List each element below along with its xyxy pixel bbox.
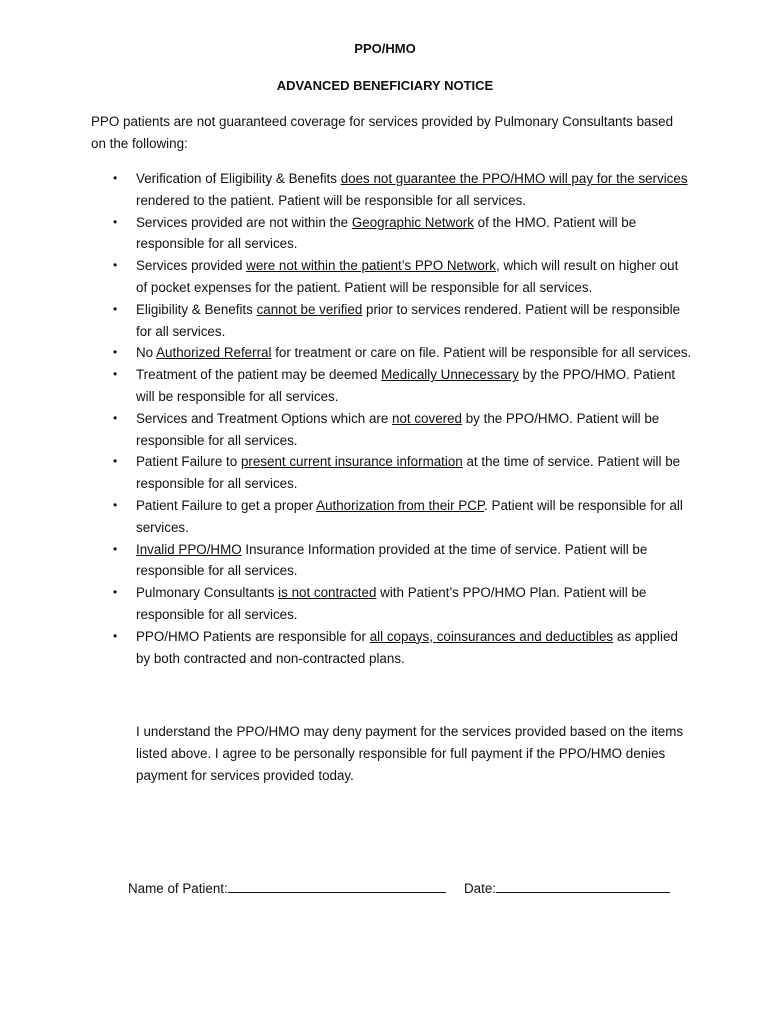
bullet-icon: • — [113, 541, 118, 556]
bullet-icon: • — [113, 585, 118, 600]
item-text: prior to services rendered. Patient will be responsible for all services. — [136, 301, 681, 339]
item-text: Services provided are not within the — [136, 214, 352, 230]
item-underlined-text: Geographic Network — [351, 214, 474, 230]
bullet-icon: • — [113, 345, 118, 360]
item-text: Patient Failure to — [136, 454, 241, 470]
item-underlined-text: does not guarantee the PPO/HMO will pay for the services — [340, 171, 688, 186]
list-item — [113, 495, 693, 539]
bullet-icon: • — [113, 214, 118, 229]
bullet-icon: • — [113, 410, 118, 425]
bullet-icon: • — [113, 367, 118, 382]
acknowledgement-statement: I understand the PPO/HMO may deny payment for the services provided based on the items listed above. I agree to be personally responsible for full payment if the PPO/HMO denies payment for services provided today. — [136, 724, 684, 783]
item-text: Services provided — [136, 258, 247, 274]
item-underlined-text: present current insurance information — [240, 454, 463, 470]
bullet-icon: • — [113, 258, 118, 273]
item-text: Patient Failure to get a proper — [136, 497, 317, 513]
document-title: PPO/HMO — [354, 41, 416, 56]
list-item — [113, 212, 693, 256]
item-text: by the PPO/HMO. Patient will be responsible for all services. — [136, 410, 660, 448]
bullet-icon: • — [113, 628, 118, 643]
date-label: Date: — [464, 881, 497, 896]
list-item — [113, 364, 693, 408]
date-line — [464, 878, 670, 900]
item-text: with Patient’s PPO/HMO Plan. Patient will be responsible for all services. — [136, 585, 647, 622]
patient-name-line — [128, 878, 446, 900]
item-text: PPO/HMO Patients are responsible for — [136, 628, 370, 644]
item-underlined-text: Medically Unnecessary — [381, 367, 519, 383]
bullet-icon: • — [113, 301, 118, 316]
list-item — [113, 539, 693, 583]
document-subtitle: ADVANCED BENEFICIARY NOTICE — [276, 78, 494, 93]
item-text: at the time of service. Patient will be responsible for all services. — [136, 454, 681, 492]
bullet-icon: • — [113, 497, 118, 512]
list-item — [113, 582, 693, 626]
item-text: , which will result on higher out of pocket expenses for the patient. Patient will be responsible for all services. — [136, 258, 679, 295]
intro-paragraph: PPO patients are not guaranteed coverage for services provided by Pulmonary Consultants based on the following: — [91, 114, 674, 151]
list-item — [113, 408, 693, 452]
item-underlined-text: Authorized Referral — [156, 345, 272, 361]
item-text: . Patient will be responsible for all services. — [136, 497, 683, 535]
bullet-icon: • — [113, 454, 118, 469]
item-text: as applied by both contracted and non-contracted plans. — [136, 628, 678, 666]
item-text: Eligibility & Benefits — [136, 301, 257, 317]
list-item — [113, 255, 693, 299]
item-text: Treatment of the patient may be deemed — [136, 367, 382, 383]
item-text: of the HMO. Patient will be responsible for all services. — [136, 214, 637, 252]
list-item — [113, 342, 693, 364]
bullet-icon: • — [113, 171, 118, 185]
item-text: Insurance Information provided at the time of service. Patient will be responsible for all services. — [136, 541, 648, 579]
item-text: Services and Treatment Options which are — [136, 410, 393, 426]
list-item — [113, 451, 693, 495]
item-text: for treatment or care on file. Patient will be responsible for all services. — [271, 345, 692, 361]
item-text: rendered to the patient. Patient will be responsible for all services. — [136, 192, 527, 208]
list-item — [113, 299, 693, 343]
item-underlined-text: all copays, coinsurances and deductibles — [369, 628, 614, 644]
item-underlined-text: were not within the patient’s PPO Network — [246, 258, 496, 274]
patient-name-field[interactable] — [228, 878, 446, 893]
item-underlined-text: Authorization from their PCP — [316, 497, 485, 513]
item-text: Pulmonary Consultants — [136, 585, 279, 601]
item-underlined-text: is not contracted — [278, 585, 377, 601]
patient-name-label: Name of Patient: — [128, 881, 228, 896]
item-text: by the PPO/HMO. Patient will be responsible for all services. — [136, 367, 676, 404]
item-text: Verification of Eligibility & Benefits — [136, 171, 341, 186]
list-item — [113, 168, 693, 212]
list-item — [113, 626, 693, 670]
date-field[interactable] — [496, 878, 670, 893]
item-underlined-text: Invalid PPO/HMO — [136, 541, 242, 557]
item-underlined-text: cannot be verified — [256, 301, 363, 317]
item-underlined-text: not covered — [392, 410, 463, 426]
conditions-list — [113, 168, 693, 669]
item-text: No — [136, 345, 157, 361]
